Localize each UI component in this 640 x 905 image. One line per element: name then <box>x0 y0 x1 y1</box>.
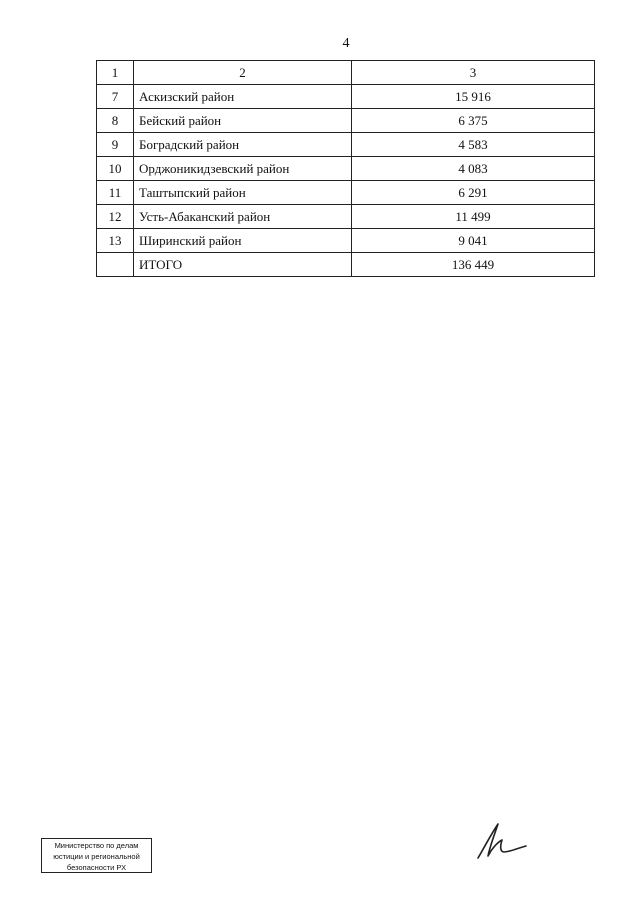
row-value: 9 041 <box>352 229 595 253</box>
row-district: Таштыпский район <box>134 181 352 205</box>
row-district: Бейский район <box>134 109 352 133</box>
row-district: Ширинский район <box>134 229 352 253</box>
header-cell-2: 2 <box>134 61 352 85</box>
table-row <box>97 205 595 229</box>
signature-icon <box>470 818 530 863</box>
table-header-row <box>97 61 595 85</box>
table-row <box>97 85 595 109</box>
stamp-line-2: юстиции и региональной <box>53 852 140 861</box>
row-value: 11 499 <box>352 205 595 229</box>
ministry-stamp <box>41 838 152 873</box>
header-cell-3: 3 <box>352 61 595 85</box>
total-value: 136 449 <box>352 253 595 277</box>
table-row <box>97 109 595 133</box>
table-row <box>97 181 595 205</box>
stamp-line-3: безопасности РХ <box>66 863 127 872</box>
row-number: 9 <box>97 133 134 157</box>
row-number: 7 <box>97 85 134 109</box>
row-value: 6 375 <box>352 109 595 133</box>
row-number: 13 <box>97 229 134 253</box>
header-cell-1: 1 <box>97 61 134 85</box>
row-number: 12 <box>97 205 134 229</box>
total-label: ИТОГО <box>134 253 352 277</box>
row-value: 6 291 <box>352 181 595 205</box>
stamp-line-1: Министерство по делам <box>54 841 139 850</box>
row-value: 15 916 <box>352 85 595 109</box>
row-district: Боградский район <box>134 133 352 157</box>
row-district: Аскизский район <box>134 85 352 109</box>
row-number: 11 <box>97 181 134 205</box>
row-value: 4 083 <box>352 157 595 181</box>
total-number <box>97 253 134 277</box>
table-row <box>97 157 595 181</box>
page-number: 4 <box>342 36 350 51</box>
row-number: 10 <box>97 157 134 181</box>
table-row <box>97 133 595 157</box>
row-value: 4 583 <box>352 133 595 157</box>
row-number: 8 <box>97 109 134 133</box>
table-row <box>97 229 595 253</box>
row-district: Усть-Абаканский район <box>134 205 352 229</box>
table-total-row <box>97 253 595 277</box>
row-district: Орджоникидзевский район <box>134 157 352 181</box>
data-table <box>96 60 595 277</box>
